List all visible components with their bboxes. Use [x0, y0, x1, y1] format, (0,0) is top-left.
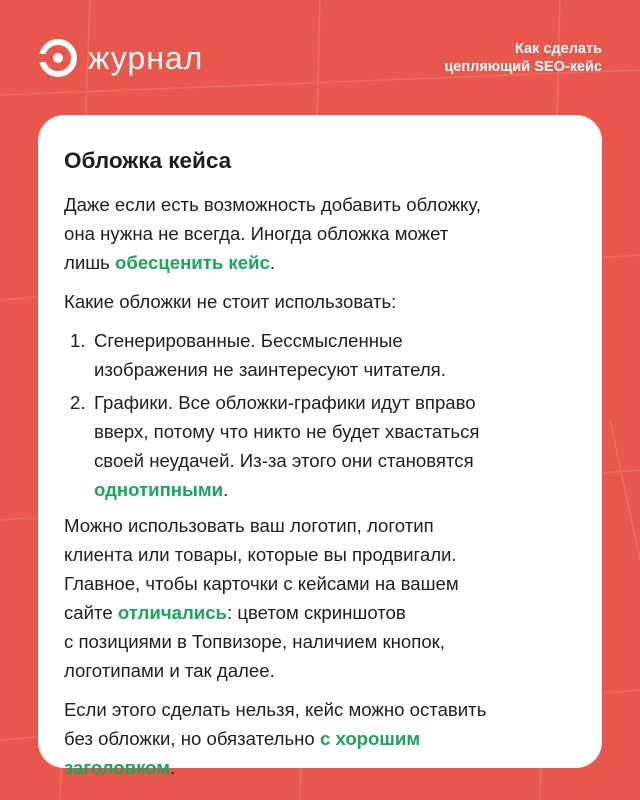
list-item [64, 388, 576, 504]
intro-paragraph [64, 190, 576, 277]
list-heading: Какие обложки не стоит использовать: [64, 291, 397, 312]
list-item [64, 326, 576, 384]
tagline-line-1: Как сделать [515, 41, 602, 57]
content-card [38, 115, 602, 778]
list-item-line: своей неудачей. Из-за этого они становятся [94, 450, 474, 471]
advice-line-5: с позициями в Топвизоре, наличием кнопок, [64, 631, 445, 652]
advice-line-4-prefix: сайте [64, 602, 118, 623]
header [38, 34, 602, 82]
brand-logo-icon [38, 38, 78, 78]
card-title: Обложка кейса [64, 148, 232, 173]
advice-line-2: клиента или товары, которые вы продвигали. [64, 544, 457, 565]
list-item-line: вверх, потому что никто не будет хвастаться [94, 421, 480, 442]
advice-line-6: логотипами и так далее. [64, 660, 275, 681]
closing-accent-1: с хорошим [319, 728, 421, 749]
intro-line-3-suffix: . [269, 252, 276, 273]
intro-line-2: она нужна не всегда. Иногда обложка может [64, 223, 449, 244]
intro-accent: обесценить кейс [115, 252, 270, 273]
closing-line-1: Если этого сделать нельзя, кейс можно оставить [64, 699, 487, 720]
cover-list [64, 326, 576, 504]
advice-line-1: Можно использовать ваш логотип, логотип [64, 515, 434, 536]
list-item-line: Графики. Все обложки-графики идут вправо [94, 392, 476, 413]
brand-name: журнал [88, 39, 204, 76]
closing-paragraph [64, 695, 576, 782]
advice-line-4-suffix: : цветом скриншотов [227, 602, 406, 623]
intro-line-1: Даже если есть возможность добавить обложку, [64, 194, 481, 215]
list-item-number: 1. [70, 330, 86, 351]
advice-line-3: Главное, чтобы карточки с кейсами на вашем [64, 573, 459, 594]
list-item-suffix: . [223, 479, 229, 500]
list-item-number: 2. [70, 392, 86, 413]
list-item-text [94, 388, 576, 504]
closing-accent-2: заголовком [64, 757, 171, 778]
header-tagline [444, 40, 602, 76]
closing-line-3-suffix: . [170, 757, 176, 778]
list-item-accent: однотипными [94, 479, 224, 500]
brand-logo[interactable] [38, 38, 203, 78]
advice-accent: отличались [117, 602, 227, 623]
intro-line-3-prefix: лишь [64, 252, 116, 273]
advice-paragraph [64, 511, 576, 685]
list-item-line: Сгенерированные. Бессмысленные [94, 330, 403, 351]
list-item-text [94, 326, 576, 384]
closing-line-2-prefix: без обложки, но обязательно [64, 728, 320, 749]
tagline-line-2: цепляющий SEO-кейс [444, 59, 602, 75]
list-item-line: изображения не заинтересуют читателя. [94, 359, 446, 380]
